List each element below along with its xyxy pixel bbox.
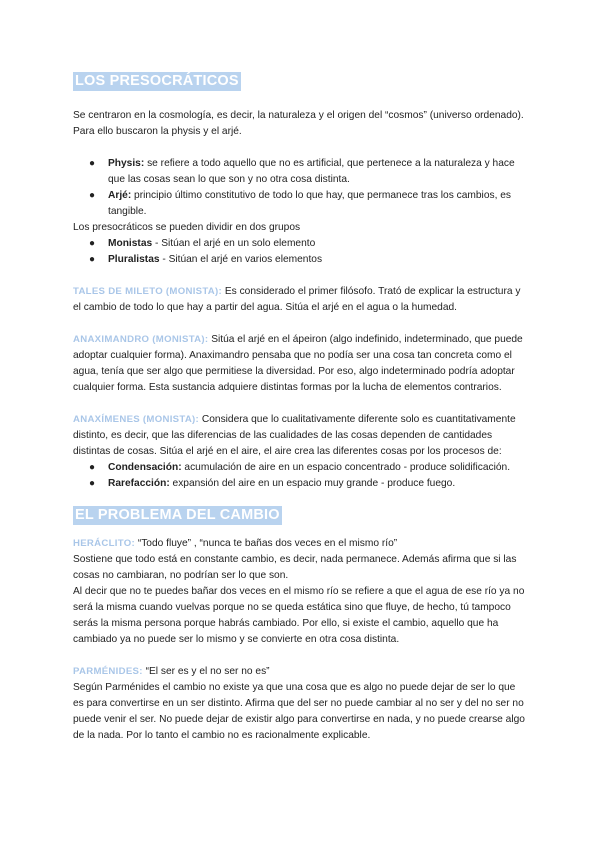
- heading-wrap: [73, 506, 528, 525]
- term: Monistas: [108, 238, 153, 249]
- groups-list: [73, 236, 528, 268]
- procesos-list: [73, 460, 528, 492]
- anaximenes-paragraph: [73, 412, 528, 460]
- heraclito-heading: HERÁCLITO:: [73, 538, 135, 549]
- parmenides-heading-line: [73, 664, 528, 680]
- heading-wrap: [73, 72, 528, 91]
- bullet-icon: ●: [89, 238, 96, 249]
- term: Pluralistas: [108, 254, 160, 265]
- anaximandro-heading: ANAXIMANDRO (MONISTA):: [73, 334, 209, 345]
- heraclito-p2: Al decir que no te puedes bañar dos veces en el mismo río se refiere a que el agua de ese río ya no será la misma cuando vuelvas porque no se queda estática sino que fluye, de hecho, tú tampoco serás la misma persona porque habrás cambiado. Por ello, si existe el cambio, aquello que ha cambiado ya no puede ser lo mismo y se convierte en otra cosa distinta.: [73, 586, 525, 645]
- definition: acumulación de aire en un espacio concentrado - produce solidificación.: [181, 462, 511, 473]
- intro-paragraph: Se centraron en la cosmología, es decir, la naturaleza y el origen del “cosmos” (universo ordenado). Para ello buscaron la physis y el arjé.: [73, 110, 524, 137]
- term: Physis:: [108, 158, 145, 169]
- definition: se refiere a todo aquello que no es artificial, que pertenece a la naturaleza y hace que las cosas sean lo que son y no otra cosa distinta.: [108, 158, 515, 185]
- term: Arjé:: [108, 190, 132, 201]
- heraclito-heading-line: [73, 536, 528, 552]
- title-problema-cambio: EL PROBLEMA DEL CAMBIO: [75, 507, 280, 523]
- definition: - Sitúan el arjé en un solo elemento: [152, 238, 316, 249]
- heraclito-quote: “Todo fluye” , “nunca te bañas dos veces en el mismo río”: [134, 538, 398, 549]
- anaximandro-text: Sitúa el arjé en el ápeiron (algo indefinido, indeterminado, que puede adoptar cualquier forma). Anaximandro pensaba que no podía ser una cosa tan concreta como el agua, tenía que ser algo que permitiese la diversidad. Por eso, algo indeterminado podría adoptar cualquier forma. Esta sustancia adquiere distintas formas por la lucha de elementos contrarios.: [73, 334, 523, 393]
- proceso-rarefaccion: [73, 476, 528, 492]
- tales-heading: TALES DE MILETO (MONISTA):: [73, 286, 223, 297]
- bullet-icon: ●: [89, 478, 96, 489]
- def-physis: [73, 156, 528, 188]
- definitions-list: [73, 156, 528, 220]
- parmenides-p1: Según Parménides el cambio no existe ya que una cosa que es algo no puede dejar de ser lo que es para convertirse en un ser distinto. Afirma que del ser no puede cambiar al no ser y del no ser no puede venir el ser. No puede dejar de existir algo para convertirse en nada, y no puede crearse algo de la nada. Por lo tanto el cambio no es racionalmente explicable.: [73, 682, 525, 741]
- definition: principio último constitutivo de todo lo que hay, que permanece tras los cambios, es tangible.: [108, 190, 512, 217]
- bullet-icon: ●: [89, 254, 96, 265]
- anaximenes-heading: ANAXÍMENES (MONISTA):: [73, 414, 200, 425]
- proceso-condensacion: [73, 460, 528, 476]
- term: Rarefacción:: [108, 478, 170, 489]
- anaximenes-text: Considera que lo cualitativamente diferente solo es cuantitativamente distinto, es decir, que las diferencias de las cualidades de las cosas dependen de cantidades distintas de cosas. Sitúa el arjé en el aire, el aire crea las diferentes cosas por los procesos de:: [73, 414, 516, 457]
- parmenides-quote: “El ser es y el no ser no es”: [142, 666, 270, 677]
- title-presocraticos: LOS PRESOCRÁTICOS: [75, 73, 239, 89]
- heraclito-p1: Sostiene que todo está en constante cambio, es decir, nada permanece. Además afirma que si las cosas no cambiaran, no podrían ser lo que son.: [73, 554, 517, 581]
- bullet-icon: ●: [89, 190, 96, 201]
- tales-text: Es considerado el primer filósofo. Trató de explicar la estructura y el cambio de todo lo que hay a partir del agua. Sitúa el arjé en el agua o la humedad.: [73, 286, 521, 313]
- definition: expansión del aire en un espacio muy grande - produce fuego.: [169, 478, 456, 489]
- groups-intro: Los presocráticos se pueden dividir en dos grupos: [73, 222, 301, 233]
- parmenides-heading: PARMÉNIDES:: [73, 666, 143, 677]
- group-monistas: [73, 236, 528, 252]
- term: Condensación:: [108, 462, 182, 473]
- bullet-icon: ●: [89, 158, 96, 169]
- bullet-icon: ●: [89, 462, 96, 473]
- definition: - Sitúan el arjé en varios elementos: [159, 254, 323, 265]
- anaximandro-paragraph: [73, 332, 528, 396]
- tales-paragraph: [73, 284, 528, 316]
- def-arje: [73, 188, 528, 220]
- group-pluralistas: [73, 252, 528, 268]
